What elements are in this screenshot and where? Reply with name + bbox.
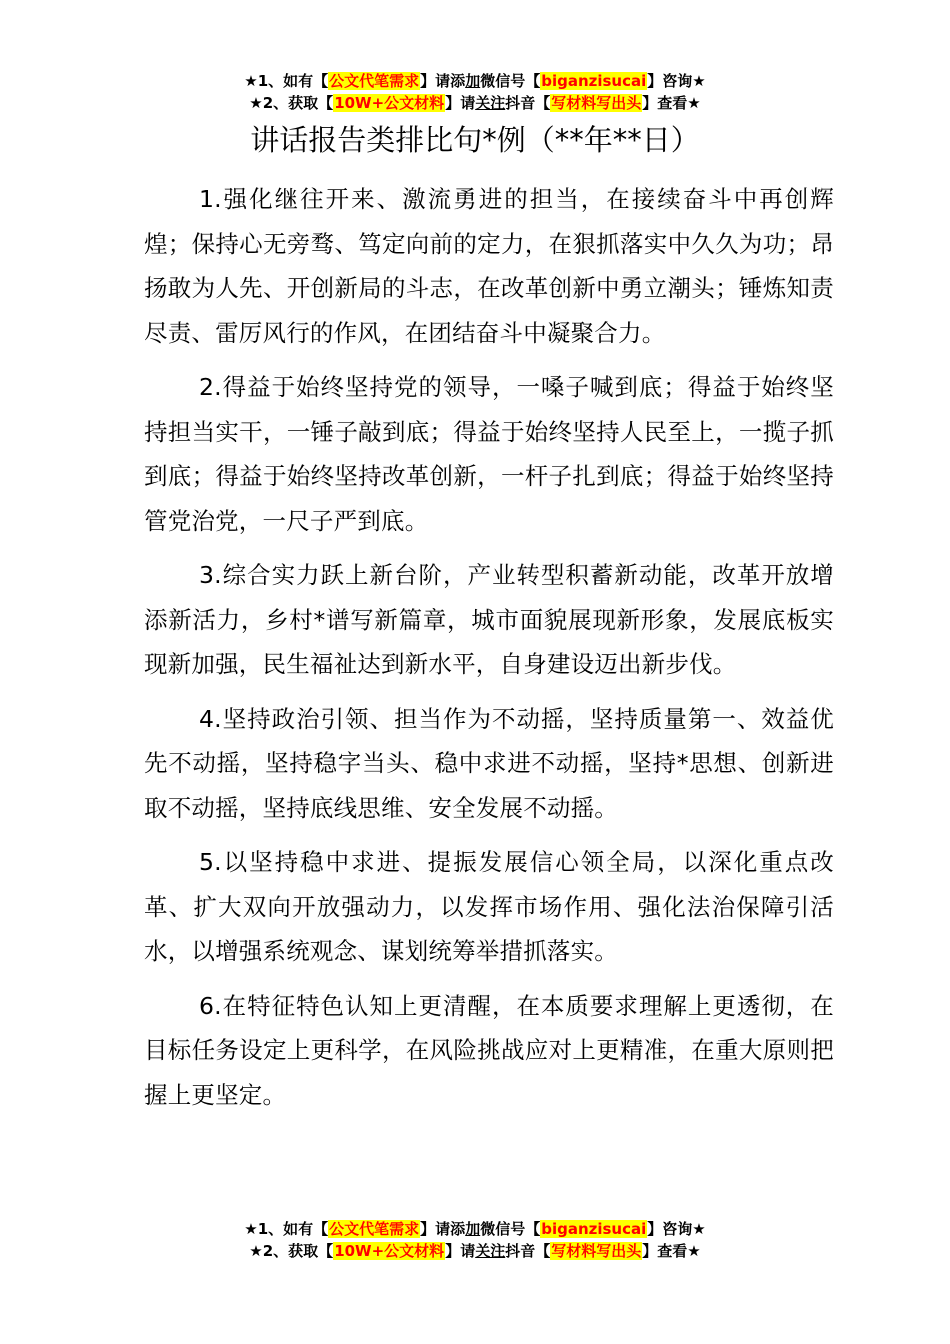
service-highlight: 公文代笔需求	[329, 72, 420, 90]
document-title: 讲话报告类排比句*例（**年**日）	[250, 123, 700, 157]
promo-line-2: ★2、获取【10W+公文材料】请关注抖音【写材料写出头】查看★	[249, 94, 701, 112]
paragraph-4: 4.坚持政治引领、担当作为不动摇，坚持质量第一、效益优先不动摇，坚持稳字当头、稳中求进不动摇，坚持*思想、创新进取不动摇，坚持底线思维、安全发展不动摇。	[144, 704, 834, 822]
wechat-id-highlight: biganzisucai	[541, 72, 647, 90]
document-body	[144, 177, 834, 1127]
paragraph-1: 1.强化继往开来、激流勇进的担当，在接续奋斗中再创辉煌；保持心无旁骛、笃定向前的定力，在狠抓落实中久久为功；昂扬敢为人先、开创新局的斗志，在改革创新中勇立潮头；锤炼知责尽责、雷厉风行的作风，在团结奋斗中凝聚合力。	[144, 185, 834, 347]
promo-line-2: ★2、获取【10W+公文材料】请关注抖音【写材料写出头】查看★	[249, 1242, 701, 1260]
promo-line-1: ★1、如有【公文代笔需求】请添加微信号【biganzisucai】咨询★	[244, 72, 706, 90]
service-highlight: 公文代笔需求	[329, 1220, 420, 1238]
top-promo-banner	[0, 70, 950, 114]
materials-highlight: 10W+公文材料	[334, 94, 445, 112]
paragraph-2: 2.得益于始终坚持党的领导，一嗓子喊到底；得益于始终坚持担当实干，一锤子敲到底；得益于始终坚持人民至上，一揽子抓到底；得益于始终坚持改革创新，一杆子扎到底；得益于始终坚持管党治党，一尺子严到底。	[144, 373, 834, 535]
materials-highlight: 10W+公文材料	[334, 1242, 445, 1260]
paragraph-5: 5.以坚持稳中求进、提振发展信心领全局，以深化重点改革、扩大双向开放强动力，以发挥市场作用、强化法治保障引活水，以增强系统观念、谋划统筹举措抓落实。	[144, 848, 834, 965]
douyin-id-highlight: 写材料写出头	[551, 94, 642, 112]
paragraph-6: 6.在特征特色认知上更清醒，在本质要求理解上更透彻，在目标任务设定上更科学，在风险挑战应对上更精准，在重大原则把握上更坚定。	[144, 991, 834, 1109]
douyin-id-highlight: 写材料写出头	[551, 1242, 642, 1260]
promo-line-1: ★1、如有【公文代笔需求】请添加微信号【biganzisucai】咨询★	[244, 1220, 706, 1238]
wechat-id-highlight: biganzisucai	[541, 1220, 647, 1238]
paragraph-3: 3.综合实力跃上新台阶，产业转型积蓄新动能，改革开放增添新活力，乡村*谱写新篇章，城市面貌展现新形象，发展底板实现新加强，民生福祉达到新水平，自身建设迈出新步伐。	[144, 561, 834, 678]
bottom-promo-banner	[0, 1218, 950, 1262]
